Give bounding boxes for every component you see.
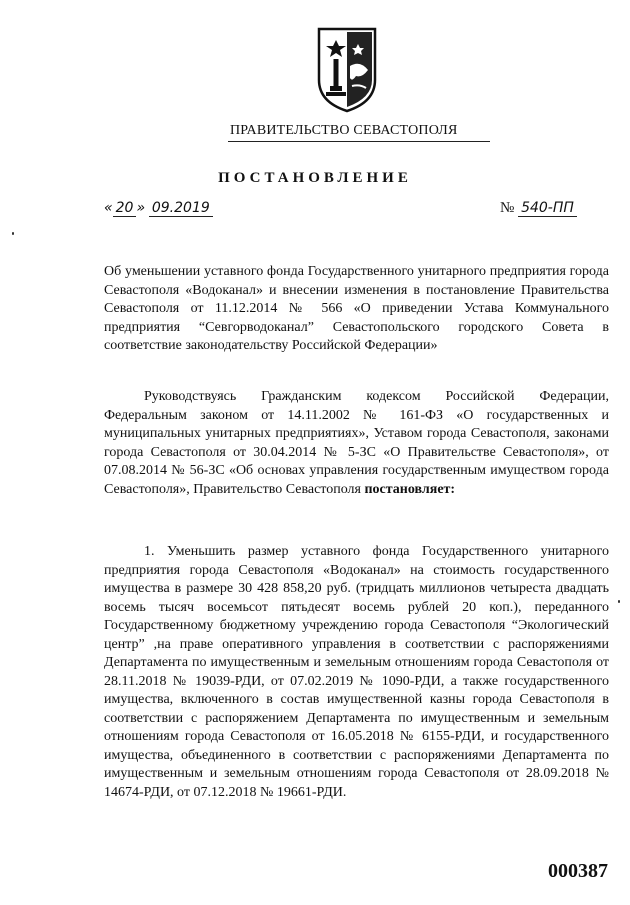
date-month-year: 09.2019 (149, 200, 213, 217)
document-type-heading: ПОСТАНОВЛЕНИЕ (218, 170, 412, 186)
scan-speck (12, 232, 14, 235)
document-number (500, 200, 577, 217)
legal-basis-text: Руководствуясь Гражданским кодексом Российской Федерации, Федеральным законом от 14.11.2002 № 161-ФЗ «О государственных и муниципальных унитарных предприятиях», Уставом города Севастополя, законами города Севастополя от 30.04.2014 № 5-ЗС «О Правительстве Севастополя», от 07.08.2014 № 56-ЗС «Об основах управления государственным имуществом города Севастополя», Правительство Севастополя (104, 389, 609, 497)
sevastopol-coat-of-arms-icon (316, 26, 378, 114)
government-name: ПРАВИТЕЛЬСТВО СЕВАСТОПОЛЯ (230, 123, 458, 138)
date-day: 20 (113, 200, 137, 217)
decision-word: постановляет: (364, 481, 456, 497)
serial-number: 000387 (548, 860, 608, 882)
number-prefix: № (500, 200, 515, 216)
document-date (104, 200, 213, 217)
item-1-paragraph: 1. Уменьшить размер уставного фонда Государственного унитарного предприятия города Севастополя «Водоканал» на стоимость государственного имущества в размере 30 428 858,20 руб. (тридцать миллионов четыреста двадцать восемь тысяч восемьсот пятьдесят восемь рублей 20 коп.), переданного Государственному бюджетному учреждению города Севастополя “Экологический центр” ,на праве оперативного управления в соответствии с распоряжениями Департамента по имущественным и земельным отношениям города Севастополя от 28.11.2018 № 19039-РДИ, от 07.02.2019 № 1090-РДИ, а также государственного имущества, включенного в состав имущественной казны города Севастополя в соответствии с распоряжением Департамента по имущественным и земельным отношениям города Севастополя от 16.05.2018 № 6155-РДИ, и государственного имущества, объединенного в соответствии с распоряжениями Департамента по имущественным и земельным отношениям города Севастополя от 28.09.2018 № 14674-РДИ, от 07.12.2018 № 19661-РДИ. (104, 544, 609, 800)
date-open-quote: « (104, 200, 113, 216)
header-divider (228, 141, 490, 142)
scan-speck (618, 600, 620, 603)
document-title: Об уменьшении уставного фонда Государственного унитарного предприятия города Севастополя «Водоканал» и внесении изменения в постановление Правительства Севастополя от 11.12.2014 № 566 «О приведении Устава Коммунального предприятия “Севгорводоканал” Севастопольского городского Совета в соответствие законодательству Российской Федерации» (104, 264, 609, 353)
legal-basis-paragraph (104, 388, 609, 499)
date-close-quote: » (136, 200, 146, 216)
number-value: 540-ПП (518, 200, 577, 217)
